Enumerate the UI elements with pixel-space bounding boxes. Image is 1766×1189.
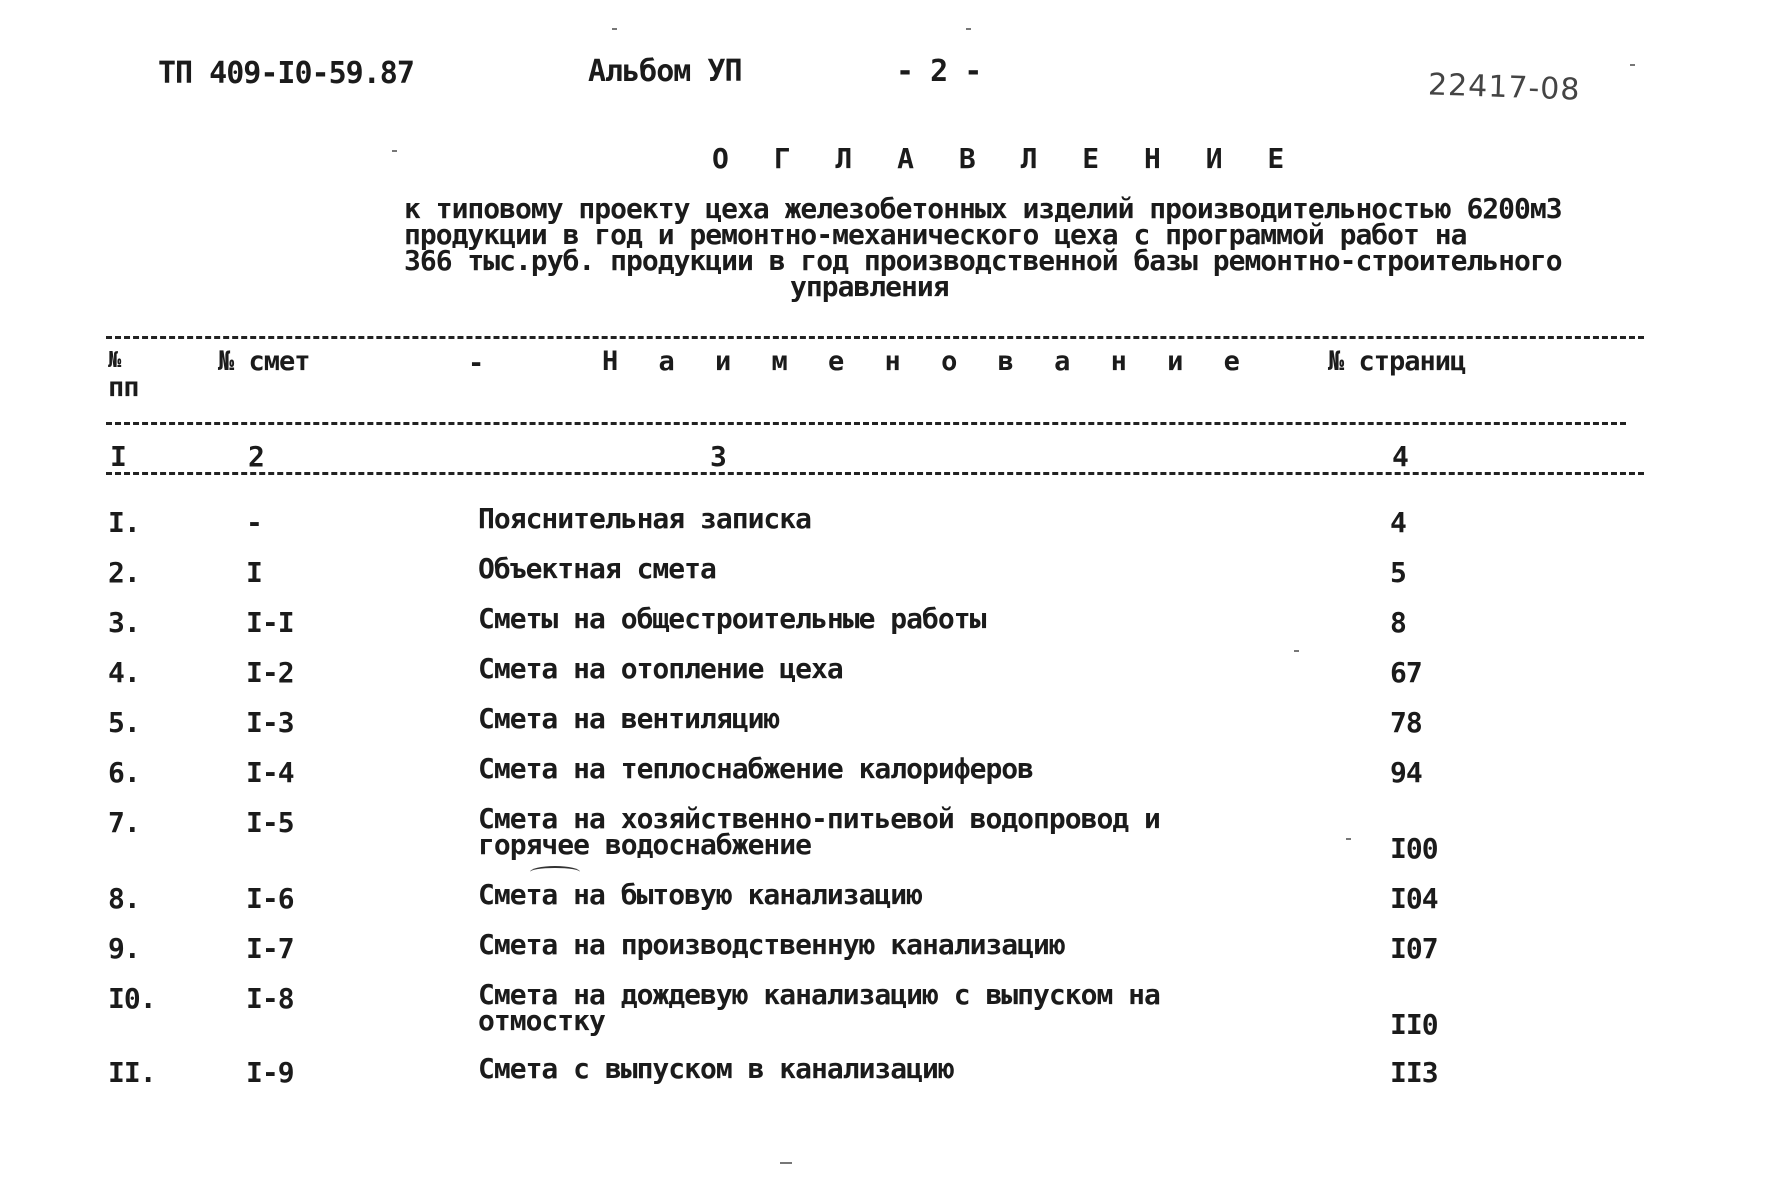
row-name: Смета на бытовую канализацию bbox=[478, 878, 923, 911]
row-number: I. bbox=[108, 506, 140, 539]
header-bottom-rule bbox=[106, 422, 1626, 425]
row-number: 8. bbox=[108, 882, 140, 915]
row-number: II. bbox=[108, 1056, 156, 1089]
document-code: ТП 409-I0-59.87 bbox=[158, 56, 414, 91]
row-page: II0 bbox=[1390, 1008, 1438, 1041]
scan-speck bbox=[392, 150, 397, 152]
row-estimate: I-3 bbox=[246, 706, 294, 739]
col-header-pages: № страниц bbox=[1328, 346, 1466, 377]
row-number: I0. bbox=[108, 982, 156, 1015]
row-number: 6. bbox=[108, 756, 140, 789]
row-name: Объектная смета bbox=[478, 552, 716, 585]
row-number: 4. bbox=[108, 656, 140, 689]
table-top-rule bbox=[106, 336, 1644, 339]
row-page: II3 bbox=[1390, 1056, 1438, 1089]
row-number: 7. bbox=[108, 806, 140, 839]
page-title: О Г Л А В Л Е Н И Е bbox=[712, 142, 1299, 175]
row-estimate: I-2 bbox=[246, 656, 294, 689]
subtitle-line-4: управления bbox=[790, 270, 949, 303]
col-number-2: 2 bbox=[248, 440, 265, 473]
column-number-rule bbox=[106, 472, 1644, 475]
inventory-number: 22417-08 bbox=[1427, 67, 1582, 108]
col-header-estimate: № смет bbox=[218, 346, 310, 377]
subtitle-line-1: к типовому проекту цеха железобетонных изделий производительностью 6200м3 bbox=[404, 192, 1562, 225]
col-header-no: № bbox=[108, 348, 121, 373]
page-number: - 2 - bbox=[896, 54, 982, 89]
row-name: Смета на вентиляцию bbox=[478, 702, 780, 735]
row-page: 67 bbox=[1390, 656, 1422, 689]
row-number: 3. bbox=[108, 606, 140, 639]
row-number: 5. bbox=[108, 706, 140, 739]
col-number-4: 4 bbox=[1392, 440, 1409, 473]
row-page: 78 bbox=[1390, 706, 1422, 739]
col-header-no-pp: пп bbox=[108, 372, 139, 403]
row-name: Пояснительная записка bbox=[478, 502, 812, 535]
row-estimate: I bbox=[246, 556, 262, 589]
row-page: I00 bbox=[1390, 832, 1438, 865]
row-estimate: - bbox=[246, 506, 262, 539]
row-page: 94 bbox=[1390, 756, 1422, 789]
subtitle-line-3: 366 тыс.руб. продукции в год производственной базы ремонтно-строительного bbox=[404, 244, 1562, 277]
scan-speck bbox=[780, 1162, 792, 1164]
scan-speck bbox=[966, 28, 971, 30]
row-name: Смета на хозяйственно-питьевой водопровод и bbox=[478, 802, 1160, 835]
row-page: 8 bbox=[1390, 606, 1406, 639]
row-estimate: I-9 bbox=[246, 1056, 294, 1089]
row-estimate: I-8 bbox=[246, 982, 294, 1015]
row-name-continued: отмостку bbox=[478, 1004, 605, 1037]
row-number: 9. bbox=[108, 932, 140, 965]
row-estimate: I-5 bbox=[246, 806, 294, 839]
col-header-name-tick: - bbox=[468, 348, 484, 379]
row-estimate: I-I bbox=[246, 606, 294, 639]
row-name: Сметы на общестроительные работы bbox=[478, 602, 986, 635]
scan-speck bbox=[1630, 64, 1635, 66]
subtitle-line-2: продукции в год и ремонтно-механического цеха с программой работ на bbox=[404, 218, 1467, 251]
row-page: 5 bbox=[1390, 556, 1406, 589]
col-number-3: 3 bbox=[710, 440, 727, 473]
row-estimate: I-7 bbox=[246, 932, 294, 965]
row-name: Смета на производственную канализацию bbox=[478, 928, 1065, 961]
scan-speck bbox=[1346, 838, 1351, 840]
row-estimate: I-4 bbox=[246, 756, 294, 789]
row-name: Смета на дождевую канализацию с выпуском на bbox=[478, 978, 1160, 1011]
col-number-1: I bbox=[110, 440, 127, 473]
row-name: Смета на отопление цеха bbox=[478, 652, 843, 685]
row-estimate: I-6 bbox=[246, 882, 294, 915]
col-header-name: Н а и м е н о в а н и е bbox=[602, 346, 1252, 377]
scan-speck bbox=[1294, 650, 1299, 652]
album-label: Альбом УП bbox=[588, 54, 742, 89]
row-name: Смета на теплоснабжение калориферов bbox=[478, 752, 1034, 785]
row-number: 2. bbox=[108, 556, 140, 589]
row-page: I07 bbox=[1390, 932, 1438, 965]
row-page: 4 bbox=[1390, 506, 1406, 539]
row-page: I04 bbox=[1390, 882, 1438, 915]
row-name-continued: горячее водоснабжение bbox=[478, 828, 812, 861]
row-name: Смета с выпуском в канализацию bbox=[478, 1052, 954, 1085]
pen-stroke bbox=[530, 866, 580, 878]
scan-speck bbox=[612, 28, 617, 30]
